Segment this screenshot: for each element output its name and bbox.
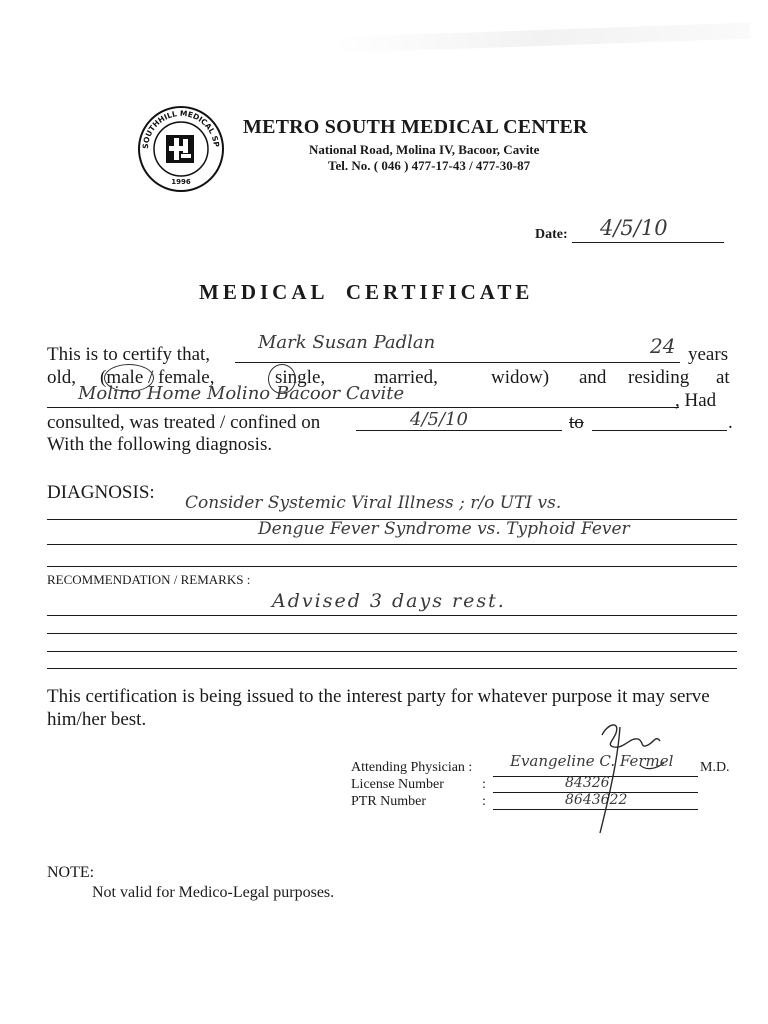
old-label: old, [47, 367, 77, 388]
recommendation-line-3 [47, 651, 737, 652]
hospital-title: METRO SOUTH MEDICAL CENTER [243, 116, 588, 138]
diagnosis-line-2-value: Dengue Fever Syndrome vs. Typhoid Fever [258, 519, 630, 539]
issuance-text: This certification is being issued to the interest party for whatever purpose it may serve him/her best. [47, 686, 710, 730]
age-value: 24 [650, 334, 676, 358]
certificate-title: MEDICAL CERTIFICATE [199, 280, 534, 304]
recommendation-line-1 [47, 615, 737, 616]
ptr-number-label: PTR Number [351, 794, 427, 809]
recommendation-label: RECOMMENDATION / REMARKS : [47, 572, 251, 587]
status-single: single, [275, 367, 326, 388]
period: . [728, 412, 733, 433]
at-label: at [716, 367, 730, 388]
diagnosis-line-3 [47, 566, 737, 567]
and-label: and [579, 367, 607, 388]
note-text: Not valid for Medico-Legal purposes. [92, 884, 335, 901]
gender-options: (male / female, [100, 367, 215, 388]
license-number-label: License Number [351, 777, 444, 792]
recommendation-line-4 [47, 668, 737, 669]
certify-prefix: This is to certify that, [47, 344, 211, 365]
to-date-line [592, 430, 727, 431]
attending-physician-label: Attending Physician : [351, 760, 473, 775]
consulted-text: consulted, was treated / confined on [47, 412, 321, 433]
residing-label: residing [628, 367, 690, 388]
to-label: to [569, 412, 584, 433]
diagnosis-line-1-value: Consider Systemic Viral Illness ; r/o UTI vs. [185, 493, 562, 513]
physician-signature [580, 715, 710, 840]
license-number-colon: : [482, 777, 486, 792]
svg-text:SOUTHHILL MEDICAL SPECIALIST: SOUTHHILL MEDICAL SP [140, 108, 222, 150]
patient-name-line [235, 362, 680, 363]
status-married: married, [374, 367, 438, 388]
diagnosis-label: DIAGNOSIS: [47, 482, 155, 503]
date-line [572, 242, 724, 243]
status-widow: widow) [491, 367, 550, 388]
svg-text:1996: 1996 [171, 178, 191, 186]
attending-physician-value: Evangeline C. Fermel [510, 752, 674, 770]
address-line [47, 407, 679, 408]
had-label: , Had [675, 390, 717, 411]
date-value: 4/5/10 [600, 216, 668, 240]
hospital-address: National Road, Molina IV, Bacoor, Cavite [309, 142, 540, 157]
following-text: With the following diagnosis. [47, 434, 273, 455]
recommendation-line-1-value: Advised 3 days rest. [272, 590, 506, 612]
license-number-value: 84326 [565, 775, 610, 791]
hospital-phone: Tel. No. ( 046 ) 477-17-43 / 477-30-87 [328, 158, 531, 173]
diagnosis-line-2 [47, 544, 737, 545]
md-suffix: M.D. [700, 760, 730, 775]
confined-date-value: 4/5/10 [410, 409, 468, 430]
years-label: years [688, 344, 729, 365]
hospital-seal-logo [136, 104, 226, 194]
confined-date-line [356, 430, 562, 431]
recommendation-line-2 [47, 633, 737, 634]
note-label: NOTE: [47, 864, 95, 881]
address-value: Molino Home Molino Bacoor Cavite [78, 383, 405, 404]
ptr-number-value: 8643622 [565, 792, 628, 808]
scan-artifact [330, 23, 750, 54]
date-label: Date: [535, 227, 568, 242]
ptr-number-colon: : [482, 794, 486, 809]
patient-name-value: Mark Susan Padlan [258, 332, 436, 353]
